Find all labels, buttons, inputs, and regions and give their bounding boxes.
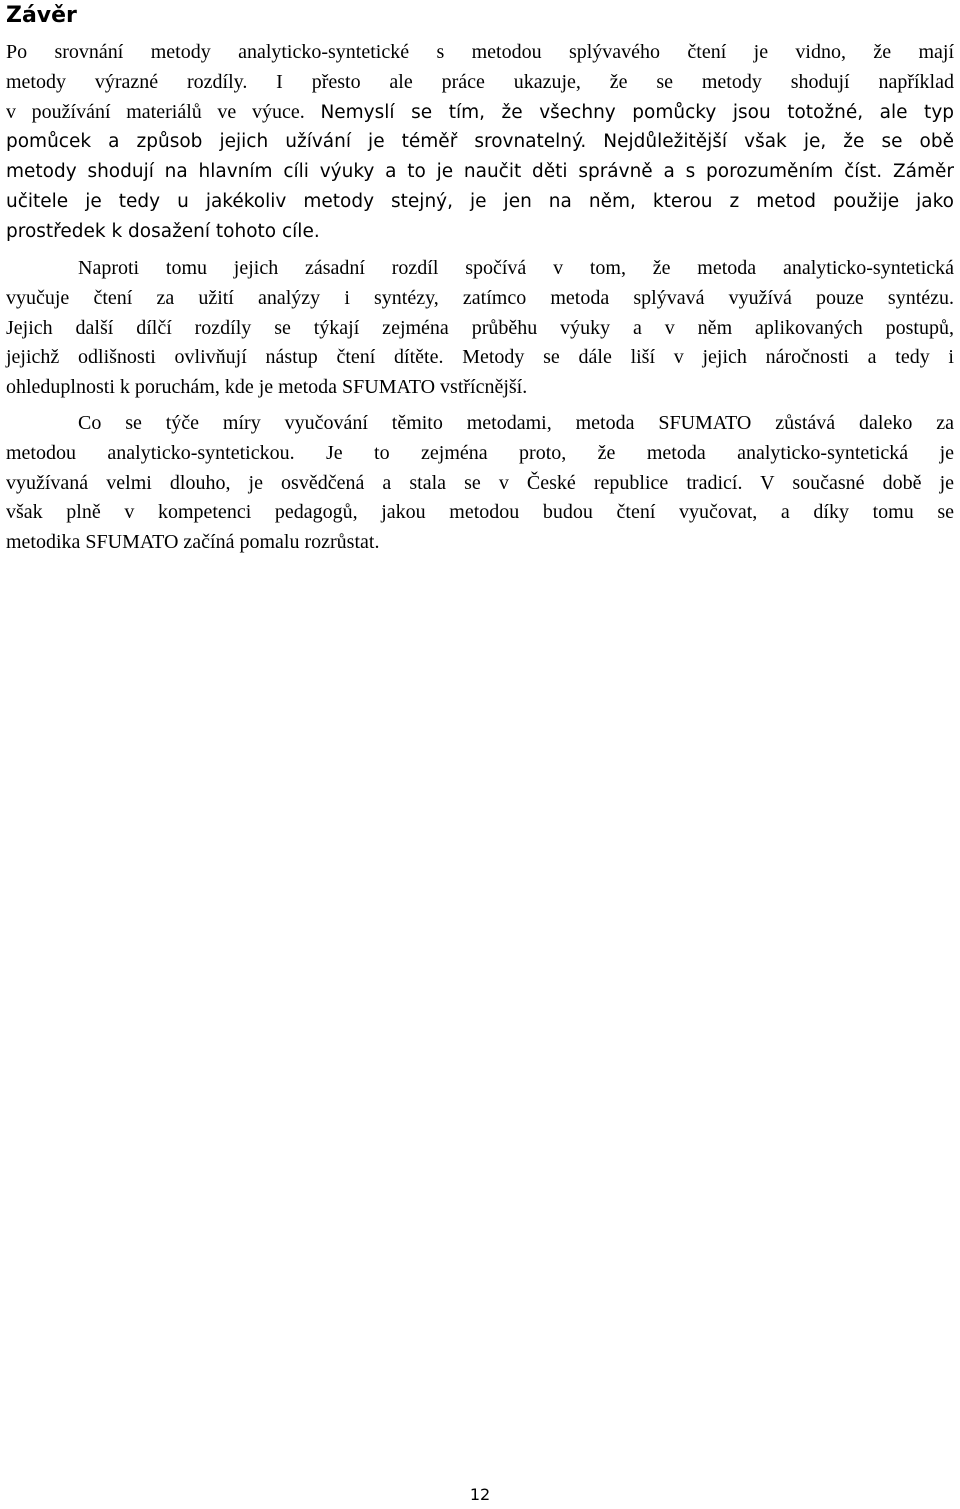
paragraph-3	[6, 409, 954, 558]
paragraph-line	[6, 98, 954, 128]
paragraph-line	[6, 373, 954, 403]
text-run: Naproti tomu jejich zásadní rozdíl spočívá v tom, že metoda analyticko-syntetická	[78, 257, 954, 279]
text-run-sans: metody shodují na hlavním cíli výuky a to je naučit děti správně a s porozuměním číst. Záměr	[6, 161, 954, 183]
paragraph-line	[6, 127, 954, 157]
paragraph-line	[6, 409, 954, 439]
text-run-sans: prostředek k dosažení tohoto cíle.	[6, 220, 320, 242]
paragraph-line	[6, 439, 954, 469]
text-run: metody výrazné rozdíly. I přesto ale práce ukazuje, že se metody shodují například	[6, 70, 954, 93]
paragraph-line	[6, 68, 954, 98]
text-run: Jejich další dílčí rozdíly se týkají zejména průběhu výuky a v něm aplikovaných postupů,	[6, 316, 954, 339]
text-run: v používání materiálů ve výuce.	[6, 100, 321, 123]
page-number: 12	[469, 1485, 491, 1504]
text-run-sans: Nemyslí se tím, že všechny pomůcky jsou totožné, ale typ	[320, 101, 955, 123]
text-run: metodika SFUMATO začíná pomalu rozrůstat.	[6, 531, 380, 554]
paragraph-line	[6, 217, 954, 247]
paragraph-line	[6, 528, 954, 558]
paragraph-line	[6, 254, 954, 284]
text-run: metodou analyticko-syntetickou. Je to zejména proto, že metoda analyticko-syntetická je	[6, 441, 954, 464]
section-heading: Závěr	[6, 3, 77, 28]
paragraph-line	[6, 469, 954, 499]
paragraph-line	[6, 38, 954, 68]
paragraph-line	[6, 284, 954, 314]
text-run: vyučuje čtení za užití analýzy i syntézy, zatímco metoda splývavá využívá pouze syntézu.	[6, 286, 954, 309]
text-run: ohleduplnosti k poruchám, kde je metoda SFUMATO vstřícnější.	[6, 376, 528, 399]
paragraph-line	[6, 343, 954, 373]
text-run-sans: pomůcek a způsob jejich užívání je téměř srovnatelný. Nejdůležitější však je, že se obě	[6, 131, 954, 153]
paragraph-1	[6, 38, 954, 247]
paragraph-line	[6, 187, 954, 217]
text-run: však plně v kompetenci pedagogů, jakou metodou budou čtení vyučovat, a díky tomu se	[6, 501, 954, 524]
text-run: využívaná velmi dlouho, je osvědčená a stala se v České republice tradicí. V současné době je	[6, 471, 954, 494]
text-run: jejichž odlišnosti ovlivňují nástup čtení dítěte. Metody se dále liší v jejich náročnosti a tedy i	[6, 346, 954, 369]
paragraph-line	[6, 157, 954, 187]
text-run: Co se týče míry vyučování těmito metodami, metoda SFUMATO zůstává daleko za	[78, 412, 954, 434]
text-run: Po srovnání metody analyticko-syntetické s metodou splývavého čtení je vidno, že mají	[6, 41, 954, 63]
paragraph-line	[6, 498, 954, 528]
paragraph-line	[6, 314, 954, 344]
paragraph-2	[6, 254, 954, 403]
text-run-sans: učitele je tedy u jakékoliv metody stejný, je jen na něm, kterou z metod použije jako	[6, 190, 954, 212]
